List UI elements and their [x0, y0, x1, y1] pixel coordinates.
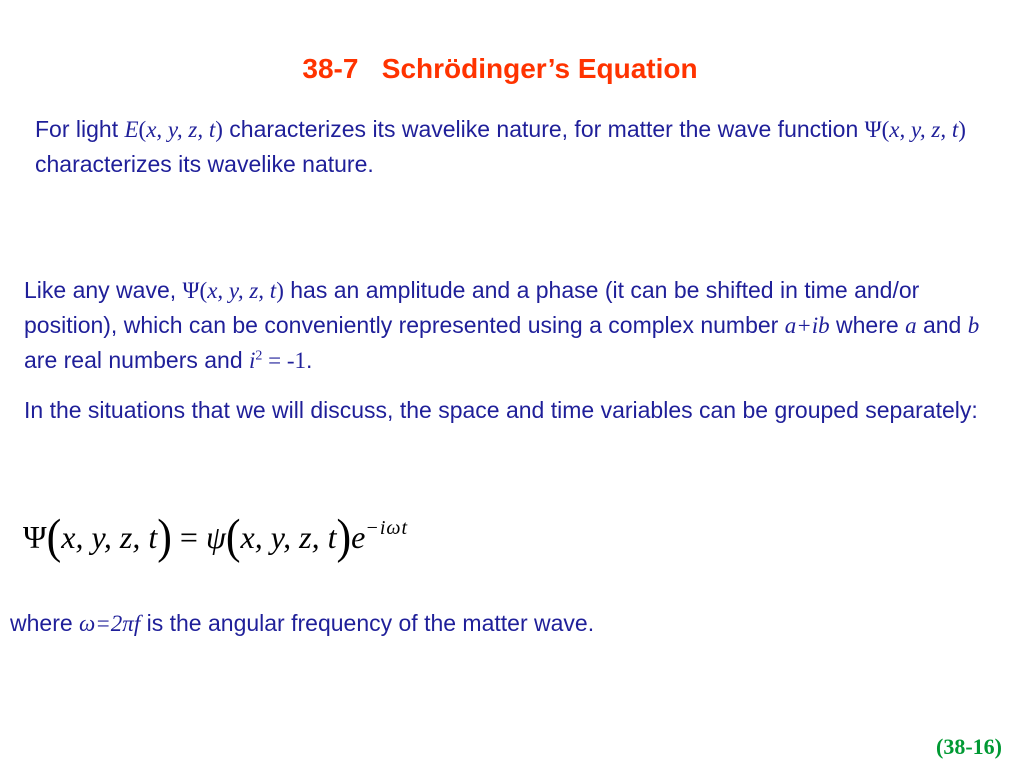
text-segment: are real numbers and — [24, 347, 250, 373]
psi-lower-symbol: ψ — [205, 519, 226, 555]
omega-expression: ω=2πf — [79, 611, 141, 636]
paragraph-light-wave-function — [35, 112, 995, 181]
left-paren: ( — [46, 509, 62, 564]
paragraph-separation: In the situations that we will discuss, the space and time variables can be grouped separately: — [24, 397, 978, 423]
slide-title: 38-7 Schrödinger’s Equation — [302, 53, 698, 84]
equation-args-right: x, y, z, t — [240, 519, 337, 555]
psi-upper-symbol: Ψ — [23, 519, 47, 555]
text-segment: where — [829, 312, 906, 338]
electric-field-symbol: E — [124, 117, 139, 142]
paragraph-angular-frequency — [10, 606, 1000, 641]
left-paren: ( — [225, 509, 241, 564]
open-paren: ( — [199, 278, 208, 303]
text-segment: characterizes its wavelike nature, for matter the wave function — [222, 116, 865, 142]
paragraph-amplitude-phase — [24, 273, 1004, 378]
coordinate-args: x, y, z, t — [207, 278, 277, 303]
slide-number: (38-16) — [936, 734, 1002, 759]
equation-args-left: x, y, z, t — [61, 519, 158, 555]
imaginary-unit: i — [249, 348, 256, 373]
text-segment: . — [306, 347, 313, 373]
right-paren: ) — [336, 509, 352, 564]
close-paren: ) — [215, 117, 223, 142]
close-paren: ) — [276, 278, 284, 303]
text-segment: where — [10, 610, 80, 636]
equals-sign: = — [171, 519, 206, 555]
text-segment: characterizes its wavelike nature. — [35, 151, 374, 177]
psi-symbol: Ψ — [182, 278, 200, 303]
imaginary-exponent: 2 — [255, 348, 263, 364]
coordinate-args: x, y, z, t — [889, 117, 959, 142]
text-segment: is the angular frequency of the matter wave. — [140, 610, 595, 636]
imaginary-value: = -1 — [262, 348, 307, 373]
close-paren: ) — [958, 117, 966, 142]
right-paren: ) — [157, 509, 172, 564]
open-paren: ( — [881, 117, 890, 142]
psi-symbol: Ψ — [864, 117, 882, 142]
complex-number-expression: a+ib — [784, 313, 830, 338]
variable-b: b — [967, 313, 980, 338]
open-paren: ( — [138, 117, 147, 142]
text-segment: and — [916, 312, 968, 338]
exponential-base: e — [351, 519, 366, 555]
exponent: −iωt — [365, 517, 409, 539]
variable-a: a — [905, 313, 917, 338]
coordinate-args: x, y, z, t — [146, 117, 216, 142]
text-segment: has an amplitude and a phase (it can be shifted in time and/or position), which can be conveniently represented using a complex number — [24, 277, 920, 338]
wave-function-equation — [23, 505, 409, 564]
text-segment: Like any wave, — [24, 277, 183, 303]
text-segment: For light — [35, 116, 125, 142]
